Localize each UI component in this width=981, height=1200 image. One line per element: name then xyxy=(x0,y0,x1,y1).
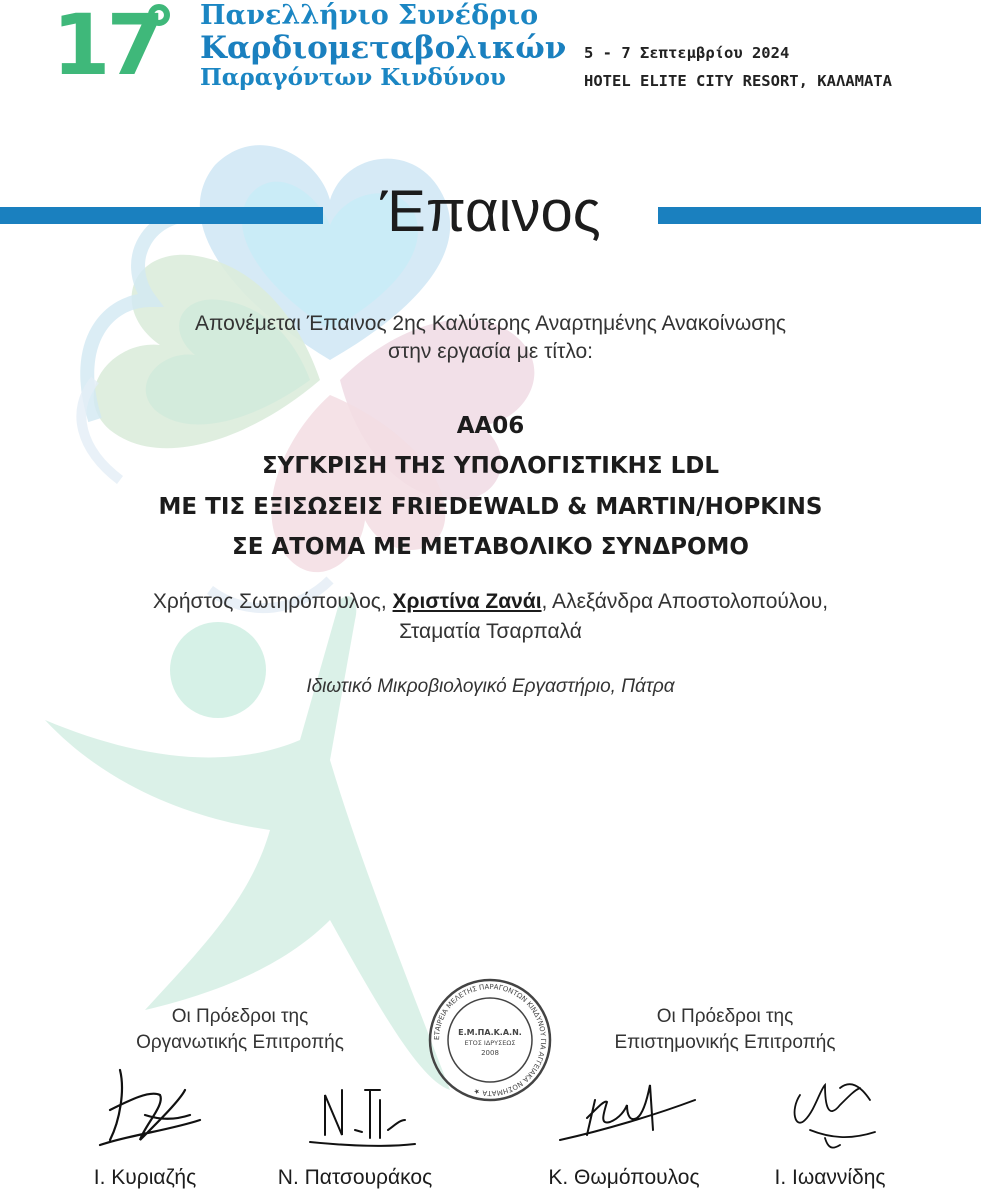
author-name: Χρήστος Σωτηρόπουλος, xyxy=(152,590,393,613)
highlighted-author-name: Χριστίνα Ζανάι xyxy=(392,590,542,613)
committee-label-line: Επιστημονικής Επιτροπής xyxy=(614,1032,836,1053)
award-statement-continued: στην εργασία με τίτλο: xyxy=(387,340,594,363)
conference-venue: HOTEL ELITE CITY RESORT, ΚΑΛΑΜΑΤΑ xyxy=(584,72,892,90)
work-code: AA06 xyxy=(456,413,525,439)
authors-line2: Σταματία Τσαρπαλά xyxy=(399,620,582,643)
signature-thomopoulos xyxy=(555,1060,705,1155)
edition-number: 17 xyxy=(52,0,161,94)
signature-kyriazis xyxy=(90,1060,210,1155)
signatory-name: Κ. Θωμόπουλος xyxy=(548,1166,700,1189)
svg-text:ΕΤΟΣ ΙΔΡΥΣΕΩΣ: ΕΤΟΣ ΙΔΡΥΣΕΩΣ xyxy=(464,1039,516,1047)
committee-label-line: Οι Πρόεδροι της xyxy=(171,1006,309,1027)
signatory-name: Ι. Κυριαζής xyxy=(93,1166,197,1189)
work-title-line3: ΣΕ ΑΤΟΜΑ ΜΕ ΜΕΤΑΒΟΛΙΚΟ ΣΥΝΔΡΟΜΟ xyxy=(232,534,749,560)
conference-dates: 5 - 7 Σεπτεμβρίου 2024 xyxy=(584,44,790,62)
work-title-line2: ΜΕ ΤΙΣ ΕΞΙΣΩΣΕΙΣ FRIEDEWALD & MARTIN/HOPKINS xyxy=(158,494,823,520)
edition-ordinal-mark xyxy=(148,4,170,26)
title-bar-left xyxy=(0,207,323,224)
award-statement: Απονέμεται Έπαινος 2ης Καλύτερης Αναρτημένης Ανακοίνωσης xyxy=(194,312,787,335)
affiliation: Ιδιωτικό Μικροβιολογικό Εργαστήριο, Πάτρα xyxy=(306,676,675,697)
svg-text:Ε.Μ.ΠΑ.Κ.Α.Ν.: Ε.Μ.ΠΑ.Κ.Α.Ν. xyxy=(458,1028,522,1037)
certificate-title: Έπαινος xyxy=(380,179,601,244)
committee-label-line: Οργανωτικής Επιτροπής xyxy=(136,1032,344,1053)
work-title-line1: ΣΥΓΚΡΙΣΗ ΤΗΣ ΥΠΟΛΟΓΙΣΤΙΚΗΣ LDL xyxy=(261,453,720,479)
conference-name-line1: Πανελλήνιο Συνέδριο xyxy=(200,0,539,31)
svg-text:2008: 2008 xyxy=(481,1049,499,1057)
signatory-name: Ι. Ιωαννίδης xyxy=(774,1166,886,1189)
conference-name-line2: Καρδιομεταβολικών xyxy=(200,30,567,66)
scientific-committee-label xyxy=(575,1004,875,1056)
signature-ioannidis xyxy=(780,1060,890,1155)
signature-patsourakos xyxy=(300,1060,420,1155)
author-name: , Αλεξάνδρα Αποστολοπούλου, xyxy=(541,590,829,613)
society-seal-stamp xyxy=(425,975,555,1105)
conference-name-line3: Παραγόντων Κινδύνου xyxy=(200,64,506,91)
svg-text:ΕΤΑΙΡΕΙΑ ΜΕΛΕΤΗΣ ΠΑΡΑΓΟΝΤΩΝ ΚΙ: ΕΤΑΙΡΕΙΑ ΜΕΛΕΤΗΣ ΠΑΡΑΓΟΝΤΩΝ ΚΙΝΔΥΝΟΥ ΓΙΑ ΑΓΓΕΙΑΚΑ ΝΟΣΗΜΑΤΑ ★ xyxy=(432,982,548,1098)
signatory-name: Ν. Πατσουράκος xyxy=(277,1166,433,1189)
committee-label-line: Οι Πρόεδροι της xyxy=(656,1006,794,1027)
organizing-committee-label xyxy=(90,1004,390,1056)
authors-line1 xyxy=(0,588,981,616)
title-bar-right xyxy=(658,207,981,224)
